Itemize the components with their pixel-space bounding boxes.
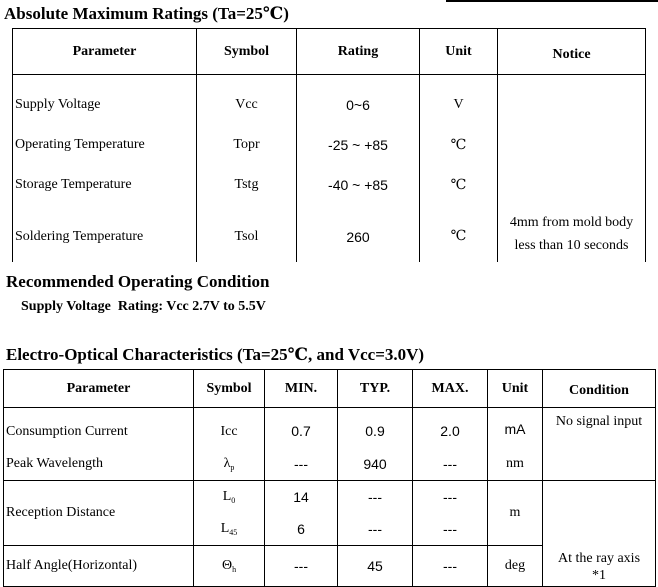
cell-symbol: Tstg: [197, 165, 297, 205]
header-max: MAX.: [413, 370, 488, 408]
cell-condition: [543, 481, 656, 587]
cell-notice-empty: [498, 165, 646, 205]
cell-notice-empty: [498, 125, 646, 165]
table-row: [13, 75, 646, 126]
notice-line-1: 4mm from mold body: [509, 214, 634, 230]
cell-symbol: $L_{45}$: [194, 513, 265, 546]
cell-unit: ℃: [420, 205, 498, 262]
electro-title: Electro-Optical Characteristics (Ta=25℃, and Vcc=3.0V): [6, 345, 425, 364]
table-row: [13, 125, 646, 165]
cell-typ: 0.9: [338, 408, 413, 449]
cell-parameter: Peak Wavelength: [4, 448, 194, 481]
header-symbol: Symbol: [194, 370, 265, 408]
cell-parameter: Supply Voltage: [13, 75, 197, 126]
cell-parameter: Operating Temperature: [13, 125, 197, 165]
electro-table: [3, 369, 656, 587]
header-notice: Notice: [498, 29, 646, 75]
cell-parameter: Storage Temperature: [13, 165, 197, 205]
notice-line-2: less than 10 seconds: [514, 237, 629, 253]
header-symbol: Symbol: [197, 29, 297, 75]
condition-line-1: At the ray axis: [557, 551, 641, 566]
cell-parameter: Soldering Temperature: [13, 205, 197, 262]
cell-min: ---: [265, 546, 338, 587]
cell-min: 0.7: [265, 408, 338, 449]
cell-unit: ℃: [420, 165, 498, 205]
cell-unit: m: [488, 481, 543, 546]
cell-symbol: Tsol: [197, 205, 297, 262]
table-row: [4, 408, 656, 449]
cell-rating: -25 ~ +85: [297, 125, 420, 165]
cell-symbol: Vcc: [197, 75, 297, 126]
lambda-symbol: λ: [223, 456, 231, 471]
cell-notice: [498, 205, 646, 262]
recommended-title: Recommended Operating Condition: [6, 272, 270, 291]
cell-max: ---: [413, 481, 488, 514]
header-unit: Unit: [488, 370, 543, 408]
cell-min: 14: [265, 481, 338, 514]
cell-symbol: $L_0$: [194, 481, 265, 514]
cell-parameter: Consumption Current: [4, 408, 194, 449]
cell-min: ---: [265, 448, 338, 481]
top-rule: [446, 0, 658, 2]
header-min: MIN.: [265, 370, 338, 408]
header-parameter: Parameter: [13, 29, 197, 75]
cell-typ: 940: [338, 448, 413, 481]
abs-max-table: [12, 28, 646, 262]
symbol-subscript: h: [232, 565, 237, 574]
cell-symbol: Icc: [194, 408, 265, 449]
cell-unit: V: [420, 75, 498, 126]
cell-typ: 45: [338, 546, 413, 587]
symbol-subscript: p: [230, 463, 235, 472]
cell-unit: ℃: [420, 125, 498, 165]
cell-rating: 0~6: [297, 75, 420, 126]
cell-symbol: Topr: [197, 125, 297, 165]
cell-typ: ---: [338, 481, 413, 514]
abs-max-header-row: [13, 29, 646, 75]
cell-max: ---: [413, 546, 488, 587]
cell-parameter: Half Angle(Horizontal): [4, 546, 194, 587]
theta-symbol: Θ: [221, 558, 233, 573]
header-condition: Condition: [543, 370, 656, 408]
abs-max-title: Absolute Maximum Ratings (Ta=25℃): [4, 4, 289, 23]
table-row: [13, 205, 646, 262]
header-parameter: Parameter: [4, 370, 194, 408]
cell-rating: 260: [297, 205, 420, 262]
cell-max: 2.0: [413, 408, 488, 449]
header-rating: Rating: [297, 29, 420, 75]
cell-unit: nm: [488, 448, 543, 481]
table-row: [4, 481, 656, 514]
cell-typ: ---: [338, 513, 413, 546]
recommended-text: Supply Voltage Rating: Vcc 2.7V to 5.5V: [21, 299, 266, 314]
cell-min: 6: [265, 513, 338, 546]
condition-line-2: *1: [592, 568, 606, 583]
cell-unit: deg: [488, 546, 543, 587]
cell-max: ---: [413, 513, 488, 546]
cell-max: ---: [413, 448, 488, 481]
cell-unit: mA: [488, 408, 543, 449]
cell-parameter: Reception Distance: [4, 481, 194, 546]
header-typ: TYP.: [338, 370, 413, 408]
table-row: [13, 165, 646, 205]
cell-notice-empty: [498, 75, 646, 126]
header-unit: Unit: [420, 29, 498, 75]
cell-condition: No signal input: [543, 408, 656, 481]
cell-symbol: [194, 546, 265, 587]
cell-symbol: [194, 448, 265, 481]
cell-rating: -40 ~ +85: [297, 165, 420, 205]
electro-header-row: [4, 370, 656, 408]
